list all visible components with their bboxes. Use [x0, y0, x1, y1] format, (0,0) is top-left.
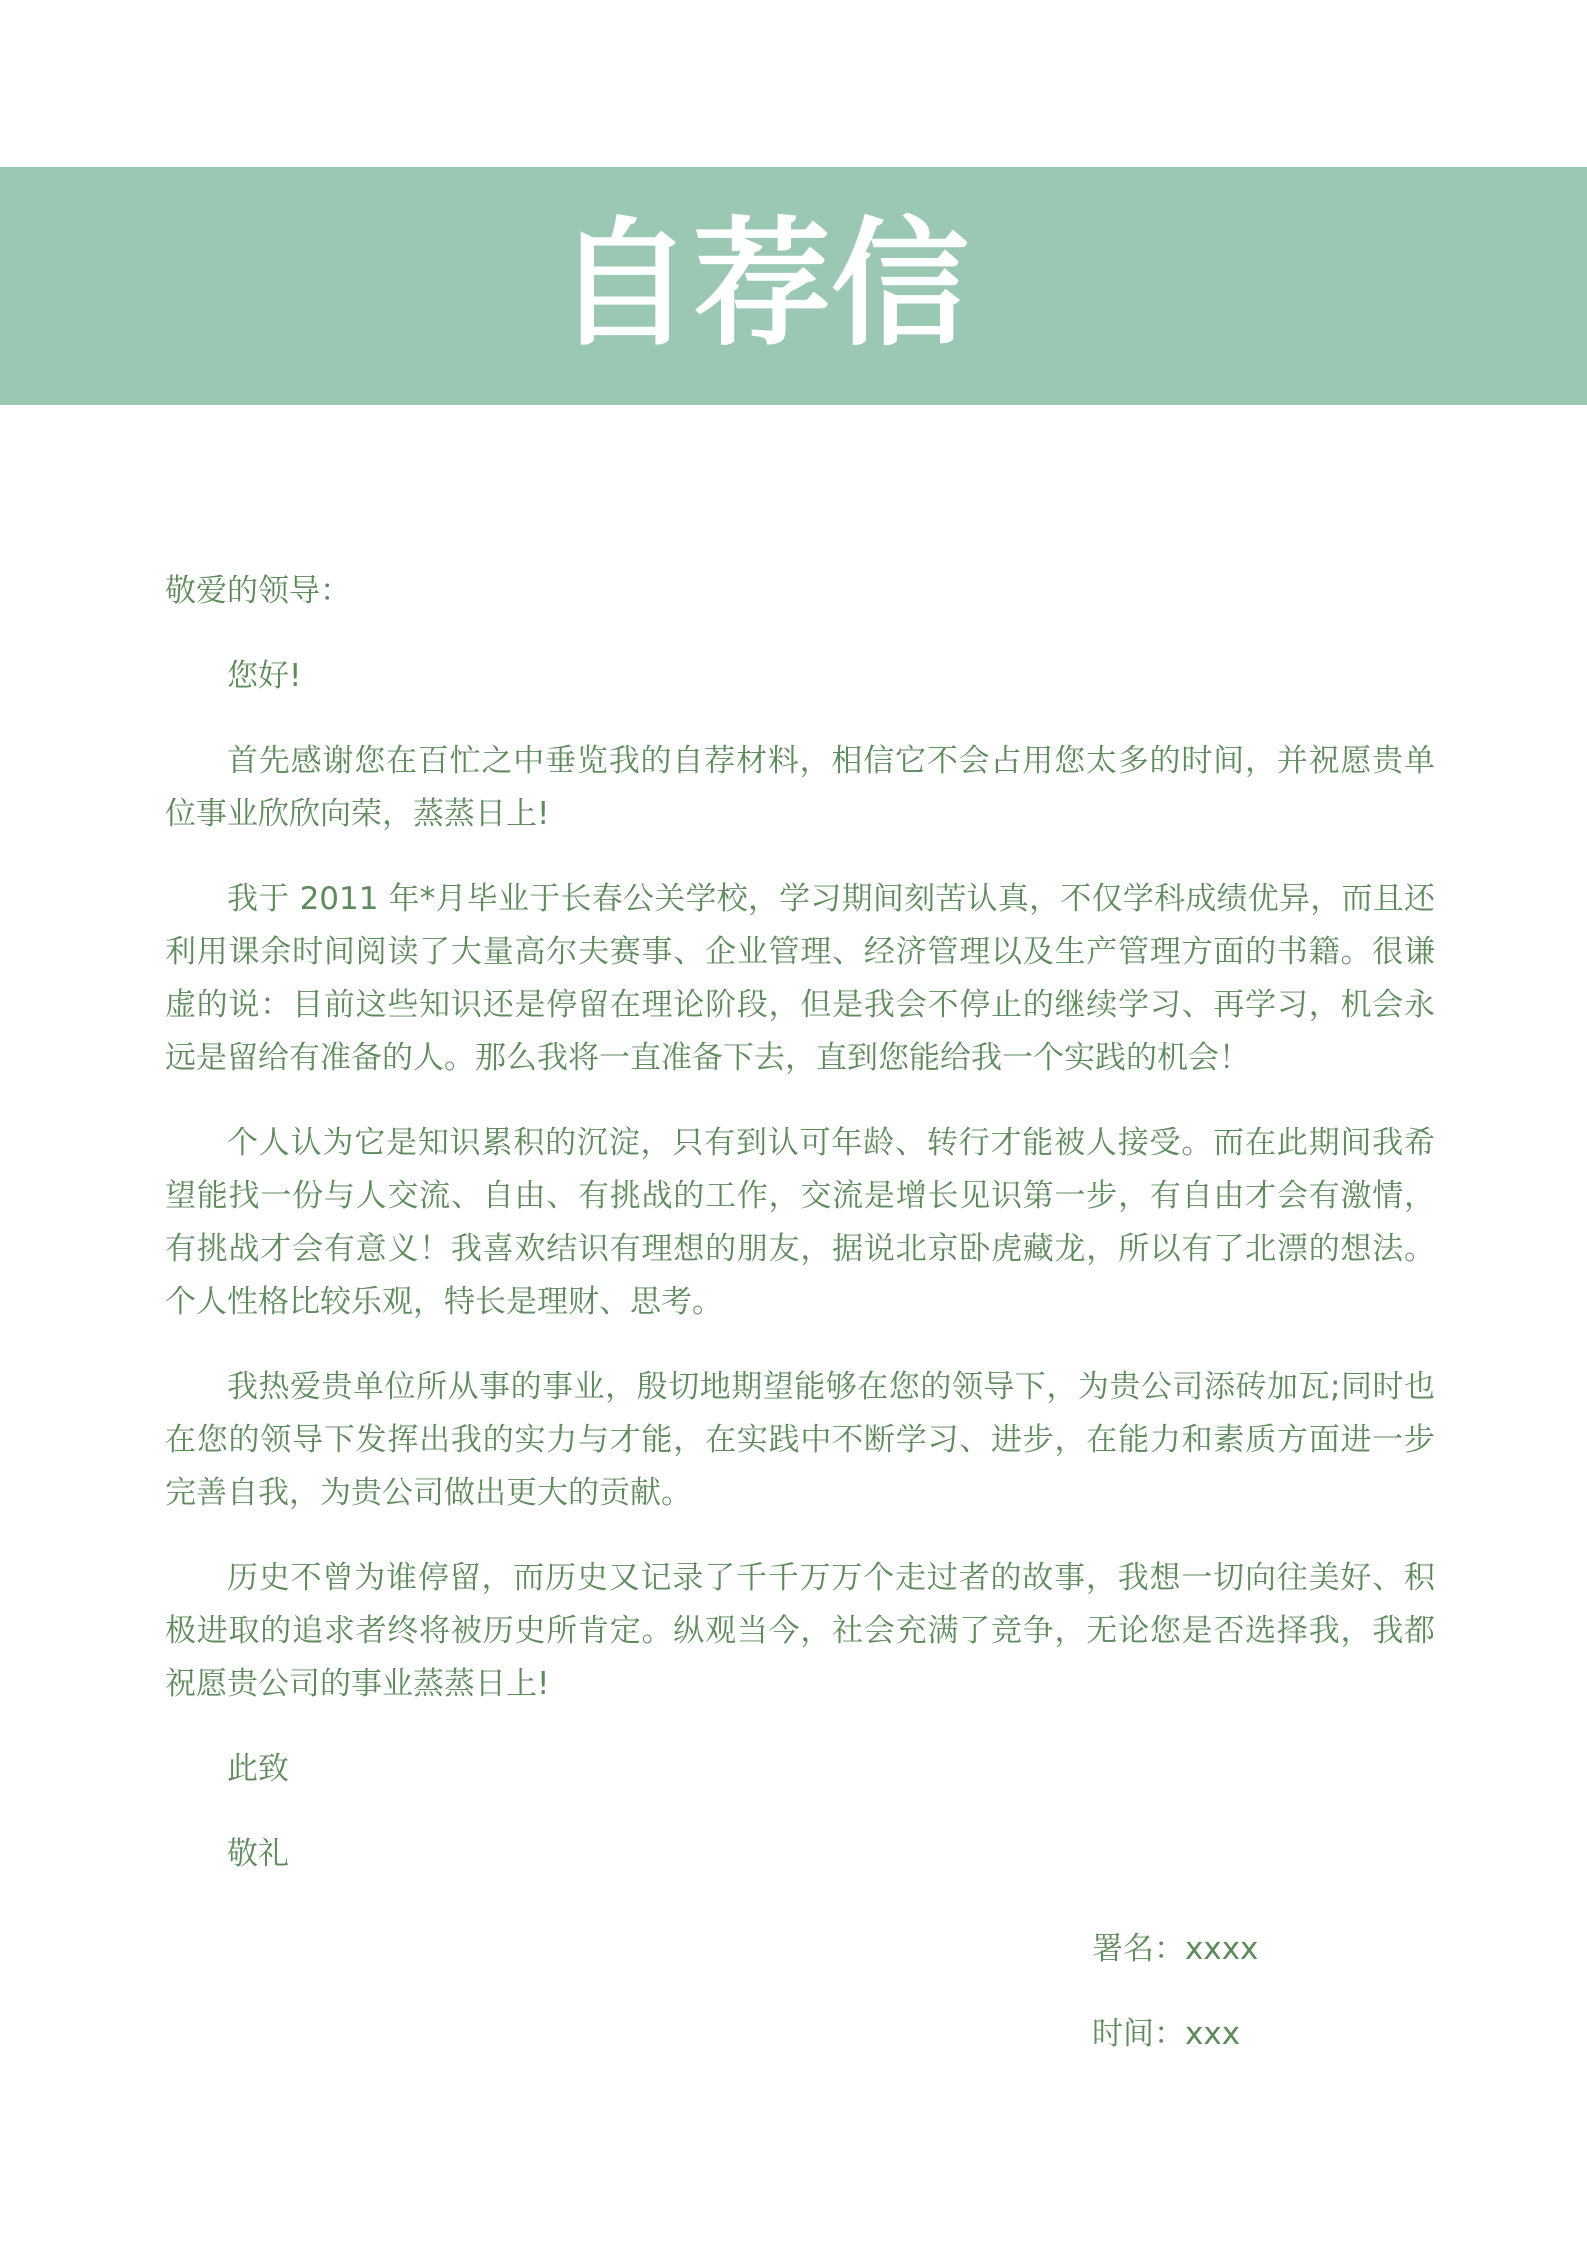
paragraph-aspiration: 我热爱贵单位所从事的事业，殷切地期望能够在您的领导下，为贵公司添砖加瓦;同时也在您的领导下发挥出我的实力与才能，在实践中不断学习、进步，在能力和素质方面进一步完善自我，为贵公司做出更大的贡献。	[165, 1369, 1435, 1511]
letter-body	[165, 565, 1435, 1913]
greeting: 您好!	[227, 658, 302, 694]
paragraph-personal: 个人认为它是知识累积的沉淀，只有到认可年龄、转行才能被人接受。而在此期间我希望能找一份与人交流、自由、有挑战的工作，交流是增长见识第一步，有自由才会有激情，有挑战才会有意义！我喜欢结识有理想的朋友，据说北京卧虎藏龙，所以有了北漂的想法。个人性格比较乐观，特长是理财、思考。	[165, 1125, 1435, 1320]
paragraph-thanks: 首先感谢您在百忙之中垂览我的自荐材料，相信它不会占用您太多的时间，并祝愿贵单位事业欣欣向荣，蒸蒸日上!	[165, 743, 1435, 832]
closing-regards: 此致	[227, 1751, 289, 1787]
page-title: 自荐信	[555, 204, 970, 365]
signature-line: 署名：xxxx	[1092, 1931, 1259, 1967]
closing-salute: 敬礼	[227, 1836, 289, 1872]
signature-block	[1092, 1923, 1258, 2093]
paragraph-education: 我于 2011 年*月毕业于长春公关学校，学习期间刻苦认真，不仅学科成绩优异，而且还利用课余时间阅读了大量高尔夫赛事、企业管理、经济管理以及生产管理方面的书籍。很谦虚的说：目前这些知识还是停留在理论阶段，但是我会不停止的继续学习、再学习，机会永远是留给有准备的人。那么我将一直准备下去，直到您能给我一个实践的机会！	[165, 881, 1435, 1076]
paragraph-conclusion: 历史不曾为谁停留，而历史又记录了千千万万个走过者的故事，我想一切向往美好、积极进取的追求者终将被历史所肯定。纵观当今，社会充满了竞争，无论您是否选择我，我都祝愿贵公司的事业蒸蒸日上!	[165, 1560, 1435, 1702]
date-line: 时间：xxx	[1092, 2016, 1241, 2052]
salutation: 敬爱的领导：	[165, 573, 351, 609]
